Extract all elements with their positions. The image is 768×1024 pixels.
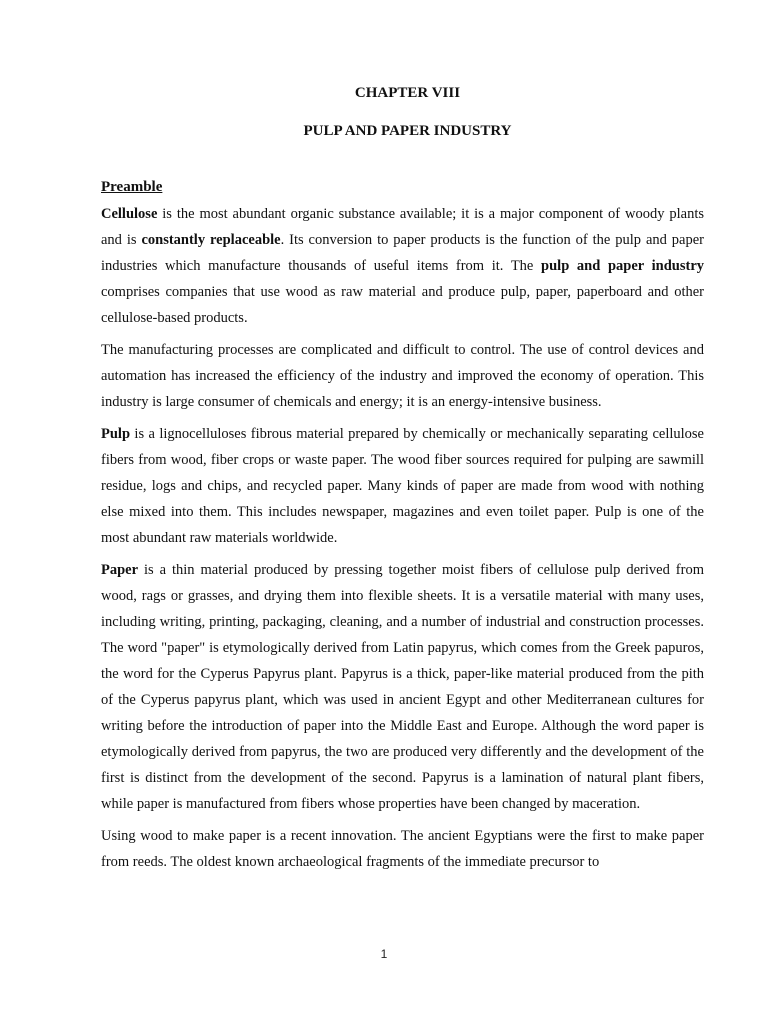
term-cellulose: Cellulose — [101, 206, 158, 222]
chapter-title: CHAPTER VIII — [354, 85, 461, 101]
page-number: 1 — [380, 947, 388, 961]
term-paper: Paper — [101, 562, 139, 578]
paragraph-text: is the most abundant organic substance available; it is a major component of woody plants and is — [101, 206, 704, 248]
page-content — [101, 83, 704, 875]
paragraph-text: is a thin material produced by pressing together moist fibers of cellulose pulp derived from wood, rags or grasses, and drying them into flexible sheets. It is a versatile material with many uses, including writing, printing, packaging, cleaning, and a number of industrial and construction processes. The word "paper" is etymologically derived from Latin papyrus, which comes from the Greek papuros, the word for the Cyperus Papyrus plant. Papyrus is a thick, paper-like material produced from the pith of the Cyperus papyrus plant, which was used in ancient Egypt and other Mediterranean cultures for writing before the introduction of paper into the Middle East and Europe. Although the word paper is etymologically derived from papyrus, the two are produced very differently and the development of the first is distinct from the development of the second. Papyrus is a lamination of natural plant fibers, while paper is manufactured from fibers whose properties have been changed by maceration. — [101, 562, 704, 812]
term-pulp: Pulp — [101, 426, 131, 442]
paragraph-pulp — [101, 421, 704, 551]
paragraph-cellulose — [101, 201, 704, 331]
term-constantly-replaceable: constantly replaceable — [141, 232, 281, 248]
paragraph-text: comprises companies that use wood as raw material and produce pulp, paper, paperboard and other cellulose-based products. — [101, 284, 704, 326]
paragraph-text: . Its conversion to paper products is the function of the pulp and paper industries which manufacture thousands of useful items from it. The — [101, 232, 705, 274]
section-heading-preamble: Preamble — [101, 179, 163, 195]
term-pulp-and-paper-industry: pulp and paper industry — [541, 258, 704, 274]
paragraph-paper — [101, 557, 704, 817]
paragraph-manufacturing: The manufacturing processes are complicated and difficult to control. The use of control devices and automation has increased the efficiency of the industry and improved the economy of operation. This industry is large consumer of chemicals and energy; it is an energy-intensive business. — [101, 342, 704, 410]
paragraph-wood-innovation: Using wood to make paper is a recent innovation. The ancient Egyptians were the first to make paper from reeds. The oldest known archaeological fragments of the immediate precursor to — [101, 828, 704, 870]
paragraph-text: is a lignocelluloses fibrous material prepared by chemically or mechanically separating cellulose fibers from wood, fiber crops or waste paper. The wood fiber sources required for pulping are sawmill residue, logs and chips, and recycled paper. Many kinds of paper are made from wood with nothing else mixed into them. This includes newspaper, magazines and even toilet paper. Pulp is one of the most abundant raw materials worldwide. — [101, 426, 704, 546]
chapter-subtitle: PULP AND PAPER INDUSTRY — [303, 123, 512, 139]
